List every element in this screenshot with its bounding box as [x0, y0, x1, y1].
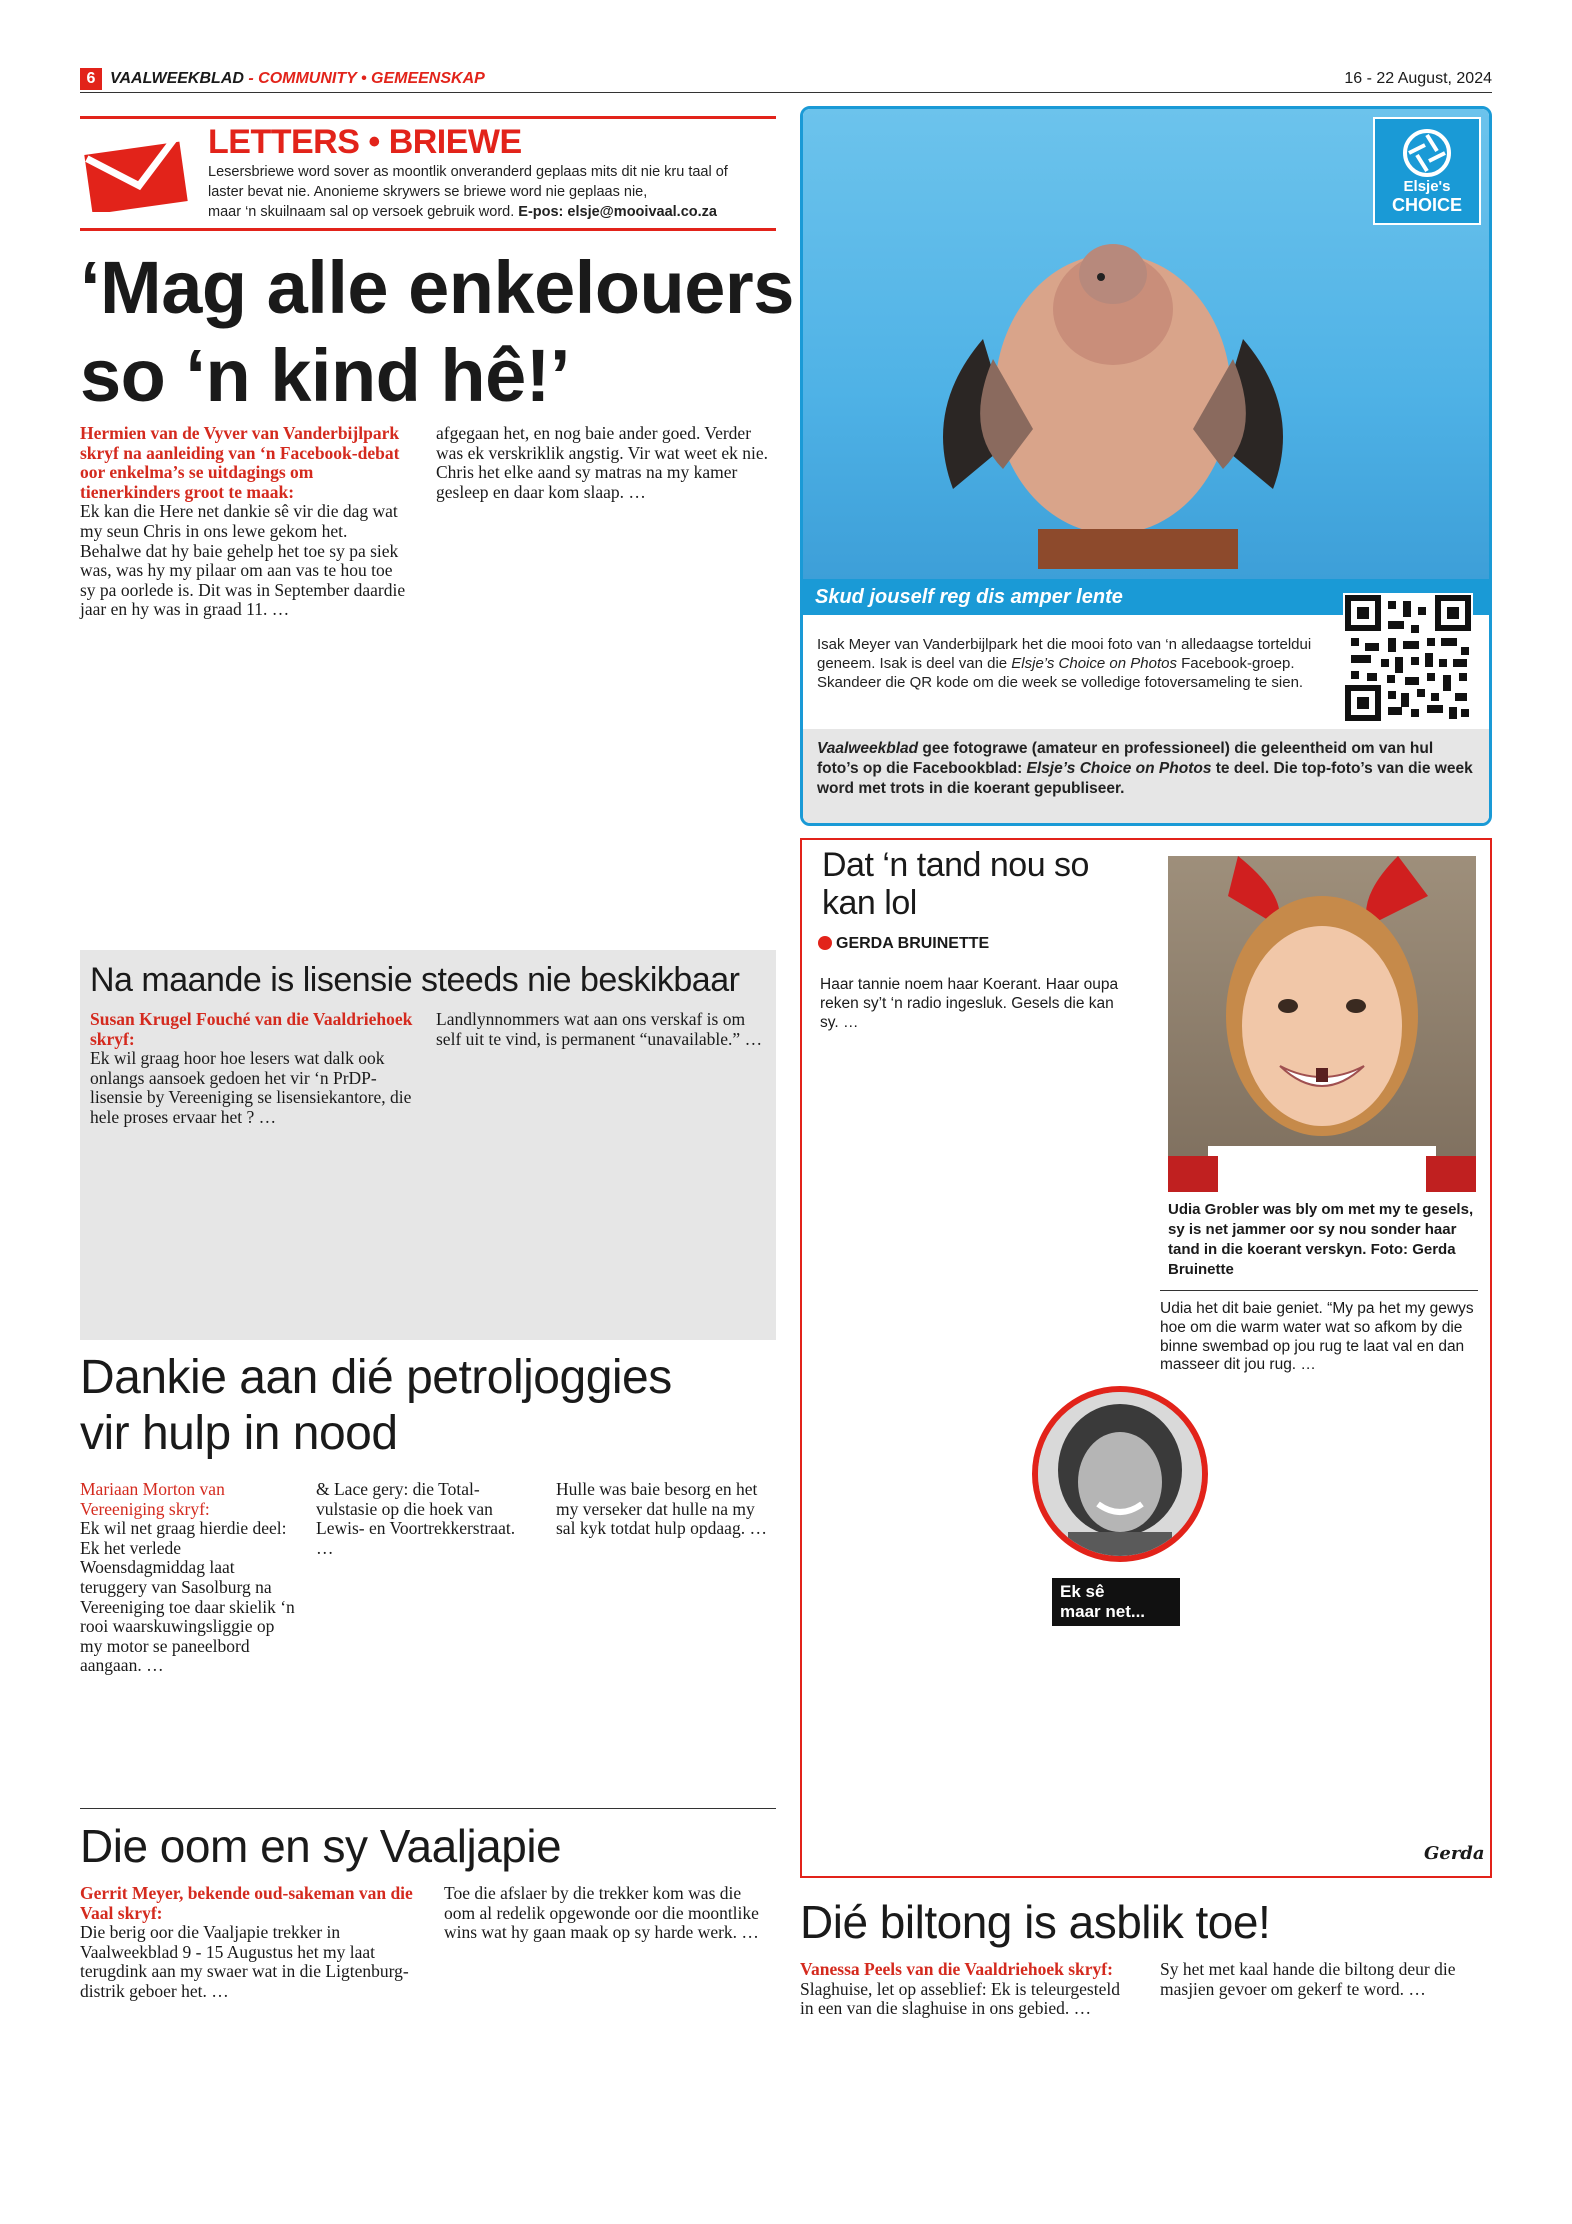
letter3-col2: [316, 1480, 534, 1558]
letters-title: LETTERS • BRIEWE: [208, 123, 522, 161]
masthead: [110, 68, 485, 90]
letter5-headline: Dié biltong is asblik toe!: [800, 1896, 1271, 1948]
letter2-col1: [90, 1010, 420, 1128]
letter2-headline: Na maande is lisensie steeds nie beskikbaar: [90, 961, 740, 999]
badge-line: Ek sê: [1060, 1582, 1105, 1601]
columnist-badge: [1052, 1578, 1180, 1626]
letter5-col1: [800, 1960, 1134, 2019]
headline-line: Dat ‘n tand nou so: [822, 846, 1089, 884]
letter4-headline: Die oom en sy Vaaljapie: [80, 1820, 562, 1872]
columnist-portrait: [1032, 1386, 1208, 1562]
letter3-col3: [556, 1480, 776, 1539]
column-col1: [820, 976, 1130, 1032]
columnist-signature: Gerda: [1424, 1843, 1485, 1864]
letter4-col1: [80, 1884, 420, 2002]
headline-line: ‘Mag alle enkelouers: [80, 246, 794, 329]
column-body: Haar tannie noem haar Koerant. Haar oupa reken sy’t ‘n radio ingesluk. Gesels die kan sy. …: [820, 976, 1119, 1031]
column-author: [818, 934, 989, 954]
footer-group-name: Elsje’s Choice on Photos: [1026, 760, 1212, 777]
letter1-headline: [80, 244, 794, 420]
headline-line: vir hulp in nood: [80, 1407, 398, 1460]
letter2-body: Ek wil graag hoor hoe lesers wat dalk ook onlangs aansoek gedoen het vir ‘n PrDP-lisensie by Vereeniging se lisensiekantore, die hele proses ervaar het ? …: [90, 1048, 412, 1127]
letter4-byline: Gerrit Meyer, bekende oud-sakeman van die Vaal skryf:: [80, 1883, 413, 1923]
photo-footer: [803, 729, 1489, 823]
badge-line1: Elsje's: [1403, 178, 1451, 195]
letter3-body: Hulle was baie besorg en het my verseker dat hulle na my sal kyk totdat hulp opdaag. …: [556, 1479, 767, 1539]
camera-aperture-icon: [1401, 127, 1453, 179]
letter3-body: & Lace gery: die Total-vulstasie op die hoek van Lewis- en Voortrekkerstraat. …: [316, 1479, 516, 1558]
policy-line: maar ‘n skuilnaam sal op versoek gebruik word.: [208, 204, 515, 220]
letter1-body: Ek kan die Here net dankie sê vir die dag wat my seun Chris in ons lewe gekom het. Behalwe dat hy baie gehelp het toe sy pa siek was, was hy my pilaar om aan vas te hou toe sy pa oorlede is. Dit was in September daardie jaar en hy was in graad 11. …: [80, 501, 406, 620]
letter1-col2: [436, 424, 776, 502]
column-col2: [1160, 1300, 1478, 1375]
qr-code-icon[interactable]: [1343, 593, 1473, 723]
letter4-body: Toe die afslaer by die trekker kom was die oom al redelik opgewonde oor die moontlike wins wat hy gaan maak op sy harde werk. …: [444, 1883, 759, 1943]
footer-paper-name: Vaalweekblad: [817, 740, 919, 757]
issue-date: 16 - 22 August, 2024: [1344, 70, 1492, 87]
letter2-byline: Susan Krugel Fouché van die Vaaldriehoek skryf:: [90, 1009, 413, 1049]
letter4-body: Die berig oor die Vaaljapie trekker in Vaalweekblad 9 - 15 Augustus het my laat terugdink aan my swaer wat in die Ligtenburg-distrik geboer het. …: [80, 1922, 409, 2001]
letter1-col1: [80, 424, 410, 620]
headline-line: kan lol: [822, 884, 917, 922]
girl-photo-caption: Udia Grobler was bly om met my te gesels, sy is net jammer oor sy nou sonder haar tand in die koerant verskyn. Foto: Gerda Bruinette: [1168, 1201, 1474, 1278]
bullet-dot-icon: [818, 936, 832, 950]
badge-line2: CHOICE: [1391, 195, 1462, 215]
page-number-box: 6: [80, 68, 102, 90]
banner-bottom-rule: [80, 228, 776, 231]
author-name: GERDA BRUINETTE: [836, 935, 990, 952]
photo-title: Skud jouself reg dis amper lente: [815, 586, 1123, 608]
letter1-body: afgegaan het, en nog baie ander goed. Verder was ek verskriklik angstig. Vir wat weet ek nie. Chris het elke aand sy matras na my kamer gesleep en daar kom slaap. …: [436, 423, 769, 502]
badge-line: maar net...: [1060, 1602, 1146, 1621]
photo-feature-box: [800, 106, 1492, 826]
section-name: - COMMUNITY • GEMEENSKAP: [248, 70, 485, 87]
email-label: E-pos: elsje@mooivaal.co.za: [518, 204, 717, 220]
letter5-body: Slaghuise, let op asseblief: Ek is teleurgesteld in een van die slaghuise in ons gebied. …: [800, 1978, 1120, 2019]
banner-top-rule: [80, 116, 776, 119]
column-headline: [822, 846, 1089, 922]
header-rule: [80, 92, 1492, 93]
letter2-col2: [436, 1010, 768, 1049]
headline-line: so ‘n kind hê!’: [80, 334, 570, 417]
policy-line: Lesersbriewe word sover as moontlik onveranderd geplaas mits dit nie kru taal of: [208, 164, 728, 180]
section-rule: [80, 1808, 776, 1809]
caption-text: Facebook-groep. Skandeer die QR kode om die week se volledige fotoversameling te sien.: [817, 655, 1304, 691]
footer-text: gee fotograwe (amateur en professioneel) die geleentheid om van hul foto’s op die Facebookblad:: [817, 740, 1434, 777]
letter2-body: Landlynnommers wat aan ons verskaf is om self uit te vind, is permanent “unavailable.” …: [436, 1009, 763, 1049]
letter3-byline: Mariaan Morton van Vereeniging skryf:: [80, 1479, 225, 1519]
footer-text: te deel. Die top-foto’s van die week word met trots in die koerant gepubliseer.: [817, 760, 1473, 797]
column-body: Udia het dit baie geniet. “My pa het my gewys hoe om die warm water wat so afkom by die binne swembad op jou rug te laat val en dan masseer dit jou rug. …: [1160, 1300, 1474, 1374]
letter5-byline: Vanessa Peels van die Vaaldriehoek skryf:: [800, 1959, 1113, 1979]
policy-line: laster bevat nie. Anonieme skrywers se briewe word nie geplaas nie,: [208, 184, 648, 200]
envelope-icon: [84, 130, 192, 212]
letter5-body: Sy het met kaal hande die biltong deur die masjien gevoer om gekerf te word. …: [1160, 1959, 1456, 1999]
letter1-byline: Hermien van de Vyver van Vanderbijlpark skryf na aanleiding van ‘n Facebook-debat oor enkelma’s se uitdagings om tienerkinders groot te maak:: [80, 423, 400, 502]
girl-photo: [1168, 856, 1476, 1192]
caption-group-name: Elsje’s Choice on Photos: [1011, 655, 1177, 672]
letter4-col2: [444, 1884, 776, 1943]
caption-text: Isak Meyer van Vanderbijlpark het die mooi foto van ‘n alledaagse torteldui geneem. Isak is deel van die: [817, 636, 1312, 672]
letter5-col2: [1160, 1960, 1492, 1999]
letter3-col1: [80, 1480, 298, 1676]
caption-rule: [1160, 1290, 1478, 1291]
letter3-headline: [80, 1350, 672, 1462]
paper-name: VAALWEEKBLAD: [110, 70, 244, 87]
photo-caption: [817, 635, 1327, 692]
letters-policy: [208, 162, 728, 222]
headline-line: Dankie aan dié petroljoggies: [80, 1351, 672, 1404]
elsjes-choice-badge: [1373, 117, 1481, 225]
letter3-body: Ek wil net graag hierdie deel: Ek het verlede Woensdagmiddag laat teruggery van Sasolburg na Vereeniging toe daar skielik ‘n rooi waarskuwingsliggie op my motor se paneelbord aangaan. …: [80, 1518, 295, 1676]
